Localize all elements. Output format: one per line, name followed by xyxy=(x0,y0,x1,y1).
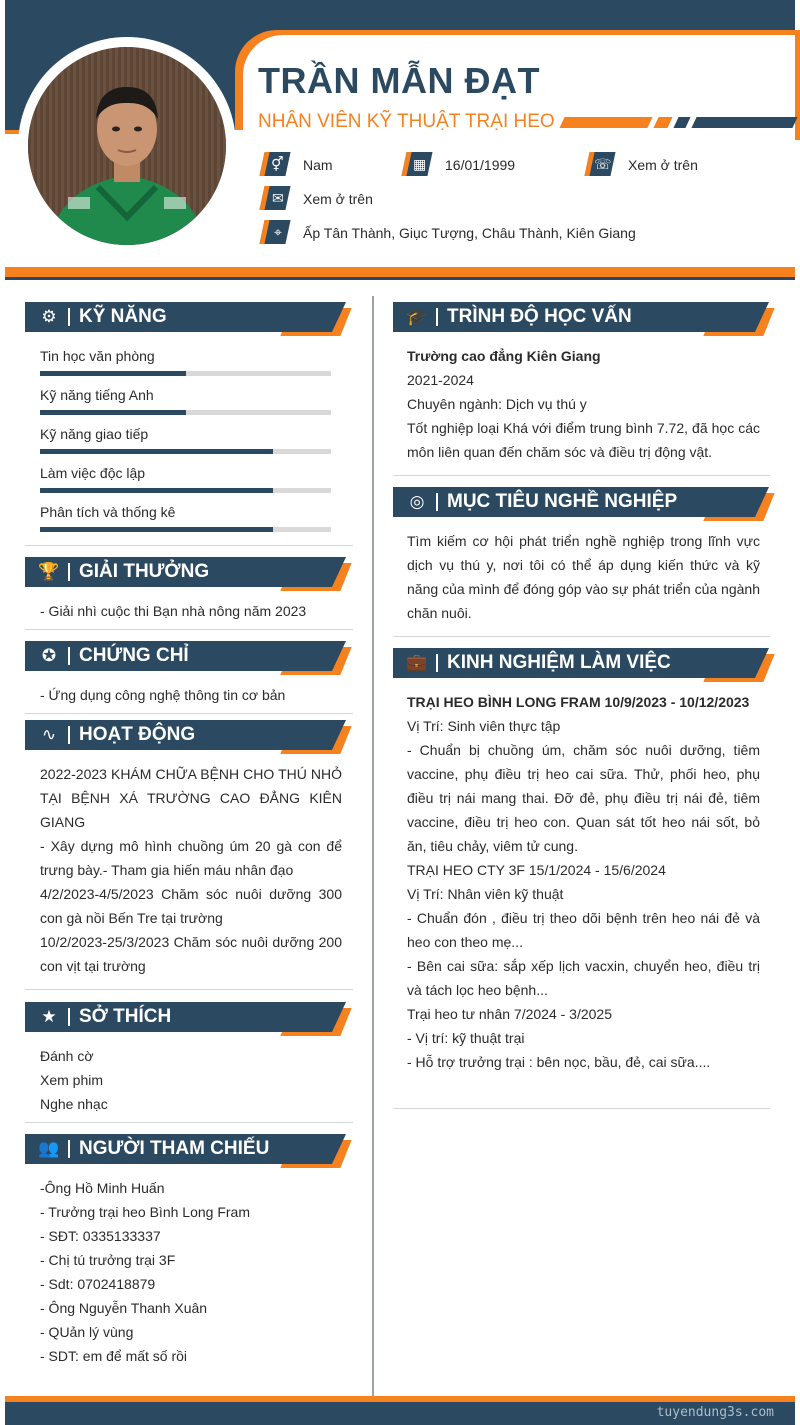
skill-label: Tin học văn phòng xyxy=(40,348,155,364)
gender-value: Nam xyxy=(303,157,333,173)
activity-text: 10/2/2023-25/3/2023 Chăm sóc nuôi dưỡng 200 con vịt tại trường xyxy=(40,934,342,974)
skill-bar-fill xyxy=(40,527,273,532)
reference-line: - QUản lý vùng xyxy=(40,1324,134,1340)
reference-line: - Ông Nguyễn Thanh Xuân xyxy=(40,1300,208,1316)
phone-icon: ☏ xyxy=(584,152,615,176)
reference-line: - Sdt: 0702418879 xyxy=(40,1276,156,1292)
title-accent-bar xyxy=(691,117,797,128)
section-header-awards: 🏆 GIẢI THƯỞNG xyxy=(25,557,346,591)
email-icon: ✉ xyxy=(259,186,290,210)
skill-bar-fill xyxy=(40,371,186,376)
section-header-objective: ◎ MỤC TIÊU NGHỀ NGHIỆP xyxy=(393,487,769,521)
target-icon: ◎ xyxy=(409,492,425,511)
job-title: TRẠI HEO CTY 3F 15/1/2024 - 15/6/2024 xyxy=(407,862,666,878)
header-divider-orange xyxy=(5,267,795,277)
reference-line: - Chị tú trưởng trại 3F xyxy=(40,1252,176,1268)
job-title: NHÂN VIÊN KỸ THUẬT TRẠI HEO xyxy=(258,111,555,132)
watermark: tuyendung3s.com xyxy=(656,1405,774,1420)
hobby-item: Đánh cờ xyxy=(40,1048,94,1064)
section-header-experience: 💼 KINH NGHIỆM LÀM VIỆC xyxy=(393,648,769,682)
divider xyxy=(25,713,353,714)
education-major: Chuyên ngành: Dịch vụ thú y xyxy=(407,396,587,412)
birthday-value: 16/01/1999 xyxy=(445,157,516,173)
objective-text: Tìm kiếm cơ hội phát triển nghề nghiệp trong lĩnh vực dịch vụ thú y, nơi tôi có thể áp dụng kiến thức và kỹ năng của mình để đóng góp vào sự phát triển của ngành chăn nuôi. xyxy=(407,533,760,621)
job-description: - Hỗ trợ trưởng trại : bên nọc, bầu, đẻ, cai sữa.... xyxy=(407,1054,711,1070)
divider xyxy=(393,636,770,637)
activity-text: 2022-2023 KHÁM CHỮA BỆNH CHO THÚ NHỎ TẠI BỆNH XÁ TRƯỜNG CAO ĐẲNG KIÊN GIANG xyxy=(40,766,342,830)
job-title: TRẠI HEO BÌNH LONG FRAM 10/9/2023 - 10/12/2023 xyxy=(407,694,750,710)
section-header-education: 🎓 TRÌNH ĐỘ HỌC VẤN xyxy=(393,302,769,336)
job-description: - Bên cai sữa: sắp xếp lịch vacxin, chuyển heo, điều trị và tách lọc heo bệnh... xyxy=(407,958,760,998)
column-divider xyxy=(372,296,374,1401)
location-icon: ⌖ xyxy=(259,220,290,244)
skill-bar xyxy=(40,488,331,493)
reference-line: - SDT: em để mất số rồi xyxy=(40,1348,188,1364)
trophy-icon: 🏆 xyxy=(38,562,60,581)
skill-bar-fill xyxy=(40,449,273,454)
reference-line: - Trưởng trại heo Bình Long Fram xyxy=(40,1204,250,1220)
gear-icon: ⚙ xyxy=(41,307,57,326)
skill-label: Làm việc độc lập xyxy=(40,465,146,481)
divider xyxy=(393,475,770,476)
hobby-item: Nghe nhạc xyxy=(40,1096,108,1112)
skill-label: Kỹ năng giao tiếp xyxy=(40,426,149,442)
pulse-icon: ∿ xyxy=(41,725,57,744)
divider xyxy=(393,1108,770,1109)
certificate-item: - Ứng dụng công nghệ thông tin cơ bản xyxy=(40,687,286,703)
phone-value: Xem ở trên xyxy=(628,157,698,173)
divider xyxy=(25,545,353,546)
medal-icon: ✪ xyxy=(41,646,57,665)
section-header-references: 👥 NGƯỜI THAM CHIẾU xyxy=(25,1134,346,1168)
skill-bar xyxy=(40,449,331,454)
section-header-skills: ⚙ KỸ NĂNG xyxy=(25,302,346,336)
divider xyxy=(25,629,353,630)
graduation-cap-icon: 🎓 xyxy=(406,307,428,326)
education-description: Tốt nghiệp loại Khá với điểm trung bình 7.72, đã học các môn liên quan đến chăm sóc và điều trị động vật. xyxy=(407,420,760,460)
job-role: Vị Trí: Nhân viên kỹ thuật xyxy=(407,886,564,902)
section-header-hobbies: ★ SỞ THÍCH xyxy=(25,1002,346,1036)
skill-bar-fill xyxy=(40,410,186,415)
skill-label: Kỹ năng tiếng Anh xyxy=(40,387,154,403)
header-divider-navy xyxy=(5,277,795,280)
email-value: Xem ở trên xyxy=(303,191,373,207)
star-icon: ★ xyxy=(41,1007,57,1026)
reference-line: -Ông Hồ Minh Huấn xyxy=(40,1180,165,1196)
calendar-icon: ▦ xyxy=(401,152,432,176)
reference-line: - SĐT: 0335133337 xyxy=(40,1228,161,1244)
skill-bar xyxy=(40,527,331,532)
gender-icon: ⚥ xyxy=(259,152,290,176)
divider xyxy=(25,989,353,990)
skill-label: Phân tích và thống kê xyxy=(40,504,176,520)
job-role: Vị Trí: Sinh viên thực tập xyxy=(407,718,561,734)
education-years: 2021-2024 xyxy=(407,372,474,388)
candidate-name: TRẦN MẪN ĐẠT xyxy=(258,60,540,101)
education-school: Trường cao đẳng Kiên Giang xyxy=(407,348,601,364)
section-header-activities: ∿ HOẠT ĐỘNG xyxy=(25,720,346,754)
section-header-certificates: ✪ CHỨNG CHỈ xyxy=(25,641,346,675)
hobby-item: Xem phim xyxy=(40,1072,104,1088)
skill-bar xyxy=(40,410,331,415)
users-icon: 👥 xyxy=(38,1139,60,1158)
award-item: - Giải nhì cuộc thi Bạn nhà nông năm 2023 xyxy=(40,603,307,619)
address-value: Ấp Tân Thành, Giục Tượng, Châu Thành, Kiên Giang xyxy=(303,225,636,241)
skill-bar-fill xyxy=(40,488,273,493)
avatar xyxy=(28,47,226,245)
activity-text: 4/2/2023-4/5/2023 Chăm sóc nuôi dưỡng 300 con gà nồi Bến Tre tại trường xyxy=(40,886,342,926)
job-role: - Vị trí: kỹ thuật trại xyxy=(407,1030,525,1046)
briefcase-icon: 💼 xyxy=(406,653,428,672)
job-description: - Chuẩn bị chuồng úm, chăm sóc nuôi dưỡng, tiêm vaccine, phụ điều trị heo cai sữa. Thử, phối heo, phụ điều trị nái mang thai. Đỡ đẻ, phụ điều trị nái đẻ, tiêm vaccine, điều trị heo con. Quan sát tốt heo nái sốt, bỏ ăn, tiêu chảy, viêm tử cung. xyxy=(407,742,760,854)
divider xyxy=(25,1122,353,1123)
skill-bar xyxy=(40,371,331,376)
activity-text: - Xây dựng mô hình chuồng úm 20 gà con để trưng bày.- Tham gia hiến máu nhân đạo xyxy=(40,838,342,878)
title-accent-bar xyxy=(559,117,652,128)
job-title: Trại heo tư nhân 7/2024 - 3/2025 xyxy=(407,1006,612,1022)
job-description: - Chuẩn đón , điều trị theo dõi bệnh trên heo nái đẻ và heo con theo mẹ... xyxy=(407,910,760,950)
